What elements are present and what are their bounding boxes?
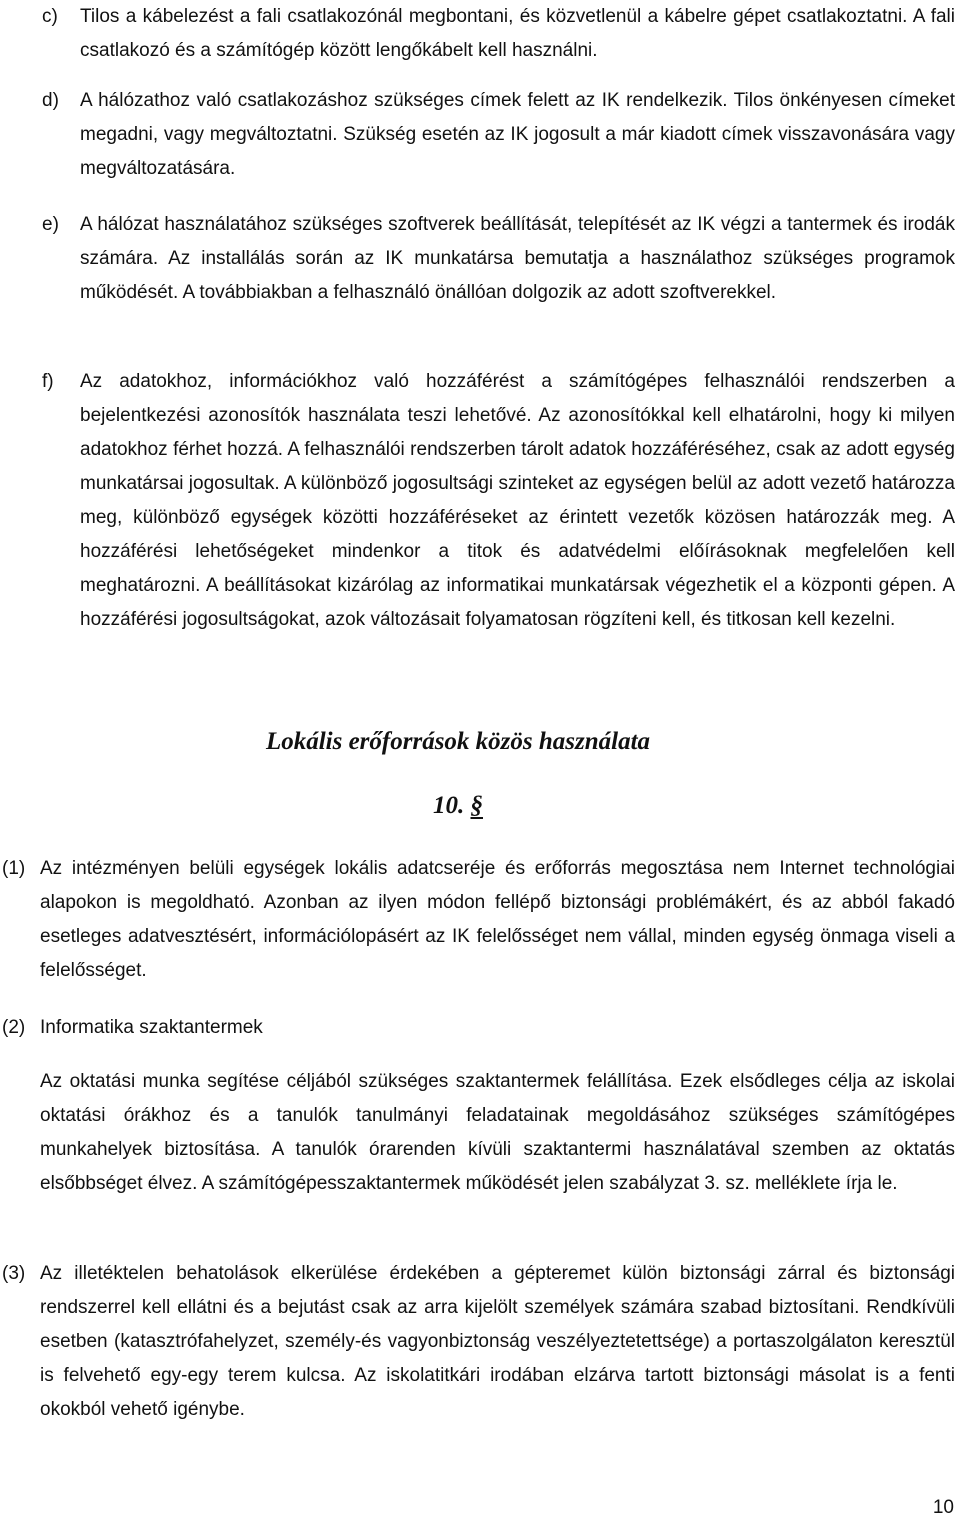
- page-number: 10: [932, 1497, 954, 1518]
- list-item-c: [0, 0, 960, 68]
- paragraph-marker: (3): [2, 1263, 26, 1284]
- paragraph-2-body: Az oktatási munka segítése céljából szükséges szaktantermek felállítása. Ezek elsődleges célja az iskolai oktatási órákhoz és a tanulók tanulmányi feladatainak megoldásához szükséges számítógépes munkahelyek biztosítása. A tanulók órarenden kívüli szaktantermi használatával szemben az oktatás elsőbbséget élvez. A számítógépesszaktantermek működését jelen szabályzat 3. sz. melléklete írja le.: [40, 1071, 955, 1194]
- list-item-d: [0, 84, 960, 186]
- list-item-e: [0, 208, 960, 310]
- section-number-heading: [0, 792, 916, 820]
- list-item-text: Az adatokhoz, információkhoz való hozzáférést a számítógépes felhasználói rendszerben a bejelentkezési azonosítók használata teszi lehetővé. Az azonosítókkal kell elhatárolni, hogy ki milyen adatokhoz férhet hozzá. A felhasználói rendszerben tárolt adatok hozzáféréséhez, csak az adott egység munkatársai jogosultak. A különböző jogosultsági szinteket az egységen belül az adott vezető határozza meg, különböző egységek közötti hozzáféréseket az érintett vezetők közösen határozzák meg. A hozzáférési lehetőségeket mindenkor a titok és adatvédelmi előírásoknak megfelelően kell meghatározni. A beállításokat kizárólag az informatikai munkatársak végezhetik el a központi gépen. A hozzáférési jogosultságokat, azok változásait folyamatosan rögzíteni kell, és titkosan kell kezelni.: [80, 371, 955, 630]
- list-item-text: Tilos a kábelezést a fali csatlakozónál megbontani, és közvetlenül a kábelre gépet csatlakoztatni. A fali csatlakozó és a számítógép között lengőkábelt kell használni.: [80, 6, 955, 61]
- list-marker: d): [42, 90, 59, 111]
- paragraph-title: Informatika szaktantermek: [40, 1017, 263, 1038]
- section-title: Lokális erőforrások közös használata: [265, 728, 651, 755]
- paragraph-text: Az intézményen belüli egységek lokális adatcseréje és erőforrás megosztása nem Internet technológiai alapokon is megoldható. Azonban az ilyen módon fellépő biztonsági problémákért, és az abból fakadó esetleges adatvesztésért, információlopásért az IK felelősséget nem vállal, minden egység önmaga viseli a felelősséget.: [40, 858, 955, 981]
- list-item-f: [0, 365, 960, 637]
- list-marker: c): [42, 6, 58, 27]
- list-marker: e): [42, 214, 59, 235]
- paragraph-marker: (1): [2, 858, 26, 879]
- section-sign: §: [470, 792, 483, 819]
- section-number: 10.: [433, 792, 465, 819]
- list-item-text: A hálózat használatához szükséges szoftverek beállítását, telepítését az IK végzi a tantermek és irodák számára. Az installálás során az IK munkatársa bemutatja a használathoz szükséges programok működését. A továbbiakban a felhasználó önállóan dolgozik az adott szoftverekkel.: [80, 214, 955, 303]
- paragraph-2: [0, 1011, 960, 1045]
- paragraph-marker: (2): [2, 1017, 26, 1038]
- list-item-text: A hálózathoz való csatlakozáshoz szükséges címek felett az IK rendelkezik. Tilos önkényesen címeket megadni, vagy megváltoztatni. Szükség esetén az IK jogosult a már kiadott címek visszavonására vagy megváltozatására.: [80, 90, 955, 179]
- paragraph-3: [0, 1257, 960, 1427]
- paragraph-text: Az illetéktelen behatolások elkerülése érdekében a gépteremet külön biztonsági zárral és biztonsági rendszerrel kell ellátni és a bejutást csak az arra kijelölt személyek számára szabad biztosítani. Rendkívüli esetben (katasztrófahelyzet, személy-és vagyonbiztonság veszélyeztetettsége) a portaszolgálaton keresztül is felvehető egy-egy terem kulcsa. Az iskolatitkári irodában elzárva tartott biztonsági másolat is a fenti okokból vehető igénybe.: [40, 1263, 955, 1420]
- list-marker: f): [42, 371, 54, 392]
- paragraph-1: [0, 852, 960, 988]
